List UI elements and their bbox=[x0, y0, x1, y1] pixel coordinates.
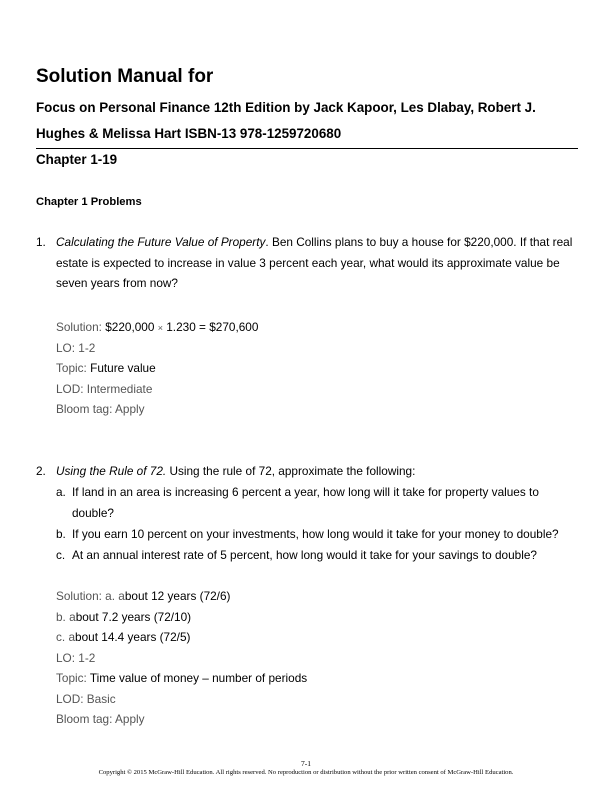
problem-2-body: Using the rule of 72, approximate the following: bbox=[169, 464, 416, 478]
chapter-range: Chapter 1-19 bbox=[36, 152, 118, 167]
solution-value-a: bout 12 years (72/6) bbox=[124, 589, 231, 603]
solution-b-prefix: b. a bbox=[56, 610, 76, 624]
problem-2-solution-c bbox=[56, 630, 190, 644]
header-divider bbox=[36, 148, 578, 149]
item-b-letter: b. bbox=[56, 527, 66, 541]
book-title-line-1: Focus on Personal Finance 12th Edition by Jack Kapoor, Les Dlabay, Robert J. bbox=[36, 100, 536, 115]
problem-1-body: . Ben Collins plans to buy a house for $220,000. If that real estate is expected to increase in value 3 percent each year, what would its approximate value be seven years from now? bbox=[56, 235, 573, 291]
topic-value: Future value bbox=[90, 361, 156, 375]
problem-1-text bbox=[56, 232, 576, 294]
problem-2-solution-b bbox=[56, 610, 191, 624]
solution-c-prefix: c. a bbox=[56, 630, 76, 644]
item-c-text: At an annual interest rate of 5 percent, how long would it take for your savings to double? bbox=[72, 548, 537, 562]
copyright-notice: Copyright © 2015 McGraw-Hill Education. All rights reserved. No reproduction or distribution without the prior written consent of McGraw-Hill Education. bbox=[98, 769, 514, 776]
problem-2-bloom: Bloom tag: Apply bbox=[56, 712, 145, 726]
problem-1-bloom: Bloom tag: Apply bbox=[56, 402, 145, 416]
problem-2-number: 2. bbox=[36, 464, 46, 478]
solution-value-a: $220,000 bbox=[105, 320, 155, 334]
solution-value-b: bout 7.2 years (72/10) bbox=[75, 610, 192, 624]
item-a-text: If land in an area is increasing 6 percent a year, how long will it take for property values to double? bbox=[72, 485, 539, 520]
problem-2-text bbox=[56, 461, 576, 482]
item-a-letter: a. bbox=[56, 485, 66, 499]
problem-1-topic bbox=[56, 361, 156, 375]
problem-1-number: 1. bbox=[36, 235, 46, 249]
document-title: Solution Manual for bbox=[36, 66, 214, 87]
problem-2-lo: LO: 1-2 bbox=[56, 651, 96, 665]
problem-2-lod: LOD: Basic bbox=[56, 692, 116, 706]
problem-1-lod: LOD: Intermediate bbox=[56, 382, 153, 396]
problem-1-lo: LO: 1-2 bbox=[56, 341, 96, 355]
solution-label: Solution: a. a bbox=[56, 589, 125, 603]
problem-2-solution-a bbox=[56, 589, 230, 603]
topic-label: Topic: bbox=[56, 361, 87, 375]
problem-2-title: Using the Rule of 72. bbox=[56, 464, 167, 478]
solution-value-b: 1.230 = $270,600 bbox=[166, 320, 259, 334]
topic-value: Time value of money – number of periods bbox=[89, 671, 308, 685]
problem-1-title: Calculating the Future Value of Property bbox=[56, 235, 266, 249]
problem-2-topic bbox=[56, 671, 307, 685]
item-b-text: If you earn 10 percent on your investments, how long would it take for your money to double? bbox=[72, 527, 559, 541]
solution-value-c: bout 14.4 years (72/5) bbox=[75, 630, 191, 644]
section-title: Chapter 1 Problems bbox=[36, 196, 142, 208]
item-c-letter: c. bbox=[56, 548, 66, 562]
problem-1-solution bbox=[56, 320, 258, 334]
times-symbol: × bbox=[157, 323, 163, 333]
solution-label: Solution: bbox=[56, 320, 102, 334]
page-number: 7-1 bbox=[301, 759, 311, 768]
topic-label: Topic: bbox=[56, 671, 87, 685]
book-title-line-2: Hughes & Melissa Hart ISBN-13 978-1259720680 bbox=[36, 126, 342, 141]
